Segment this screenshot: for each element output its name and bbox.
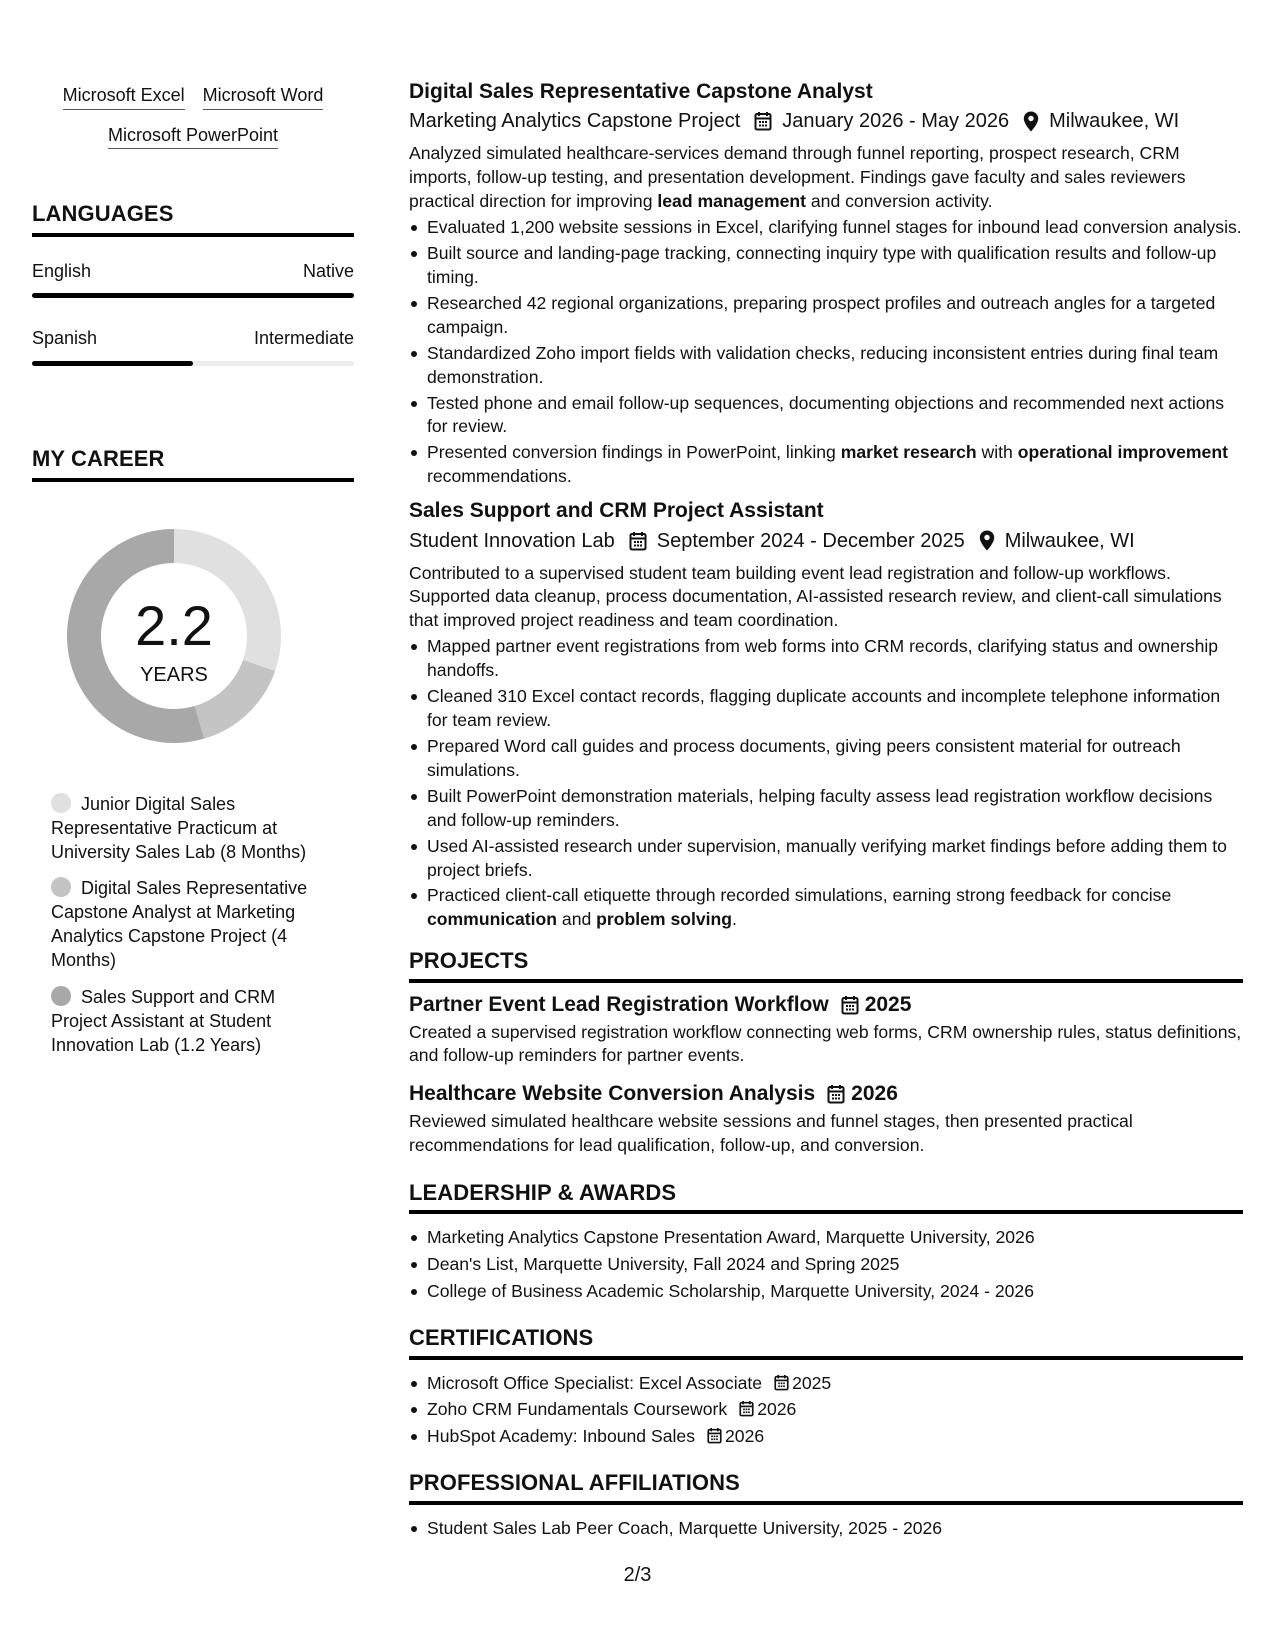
project-description: Created a supervised registration workflow connecting web forms, CRM ownership rules, status definitions, and follow-up reminders for partner events. [409,1021,1242,1066]
job-meta [409,108,1243,134]
right-column [409,78,1243,1541]
project-description: Reviewed simulated healthcare website sessions and funnel stages, then presented practical recommendations for lead qualification, follow-up, and conversion. [409,1110,1133,1155]
calendar-icon [629,531,647,551]
experience-entry [409,497,1243,932]
job-bullet: Practiced client-call etiquette through recorded simulations, earning strong feedback for concise communication and problem solving. [409,884,1243,932]
legend-dot [51,793,71,813]
projects-heading: PROJECTS [409,946,1243,983]
award-item: Marketing Analytics Capstone Presentation Award, Marquette University, 2026 [409,1224,1243,1251]
job-bullet: Built PowerPoint demonstration materials, helping faculty assess lead registration workflow decisions and follow-up reminders. [409,785,1243,833]
awards-list [409,1224,1243,1304]
certification-year: 2026 [757,1399,797,1420]
skills-list [32,84,354,149]
skill-tag: Microsoft Word [203,84,324,110]
language-proficiency-bar [32,293,354,298]
job-bullet: Cleaned 310 Excel contact records, flagging duplicate accounts and incomplete telephone information for team review. [409,685,1243,733]
job-bullets [409,216,1243,489]
language-proficiency-bar [32,361,354,366]
skill-tag: Microsoft PowerPoint [108,124,278,150]
skill-tag: Microsoft Excel [63,84,185,110]
certification-item [409,1423,1243,1450]
career-legend-item [51,876,329,972]
job-description: Contributed to a supervised student team building event lead registration and follow-up workflows. Supported data cleanup, process documentation, AI-assisted research review, and client-call simulations that improved project readiness and team coordination. [409,562,1222,631]
job-bullet: Standardized Zoho import fields with validation checks, reducing inconsistent entries during final team demonstration. [409,342,1243,390]
job-bullet: Evaluated 1,200 website sessions in Excel, clarifying funnel stages for inbound lead conversion analysis. [409,216,1243,240]
career-donut-chart [64,526,296,758]
legend-dot [51,986,71,1006]
affiliation-item: Student Sales Lab Peer Coach, Marquette University, 2025 - 2026 [409,1515,1243,1542]
project-title-row [409,991,1243,1018]
certification-year: 2026 [725,1426,765,1446]
award-item: Dean's List, Marquette University, Fall 2024 and Spring 2025 [409,1251,1243,1278]
affiliations-list [409,1515,1243,1542]
job-bullet: Presented conversion findings in PowerPoint, linking market research with operational improvement recommendations. [409,441,1243,489]
calendar-icon [754,111,772,131]
career-legend [51,792,329,1057]
career-legend-text: Sales Support and CRM Project Assistant at Student Innovation Lab (1.2 Years) [51,986,276,1055]
certification-name: Microsoft Office Specialist: Excel Associate [427,1372,763,1393]
legend-dot [51,877,71,897]
job-organization: Marketing Analytics Capstone Project [409,110,741,133]
job-bullet: Built source and landing-page tracking, connecting inquiry type with qualification results and follow-up timing. [409,242,1243,290]
job-dates: September 2024 - December 2025 [656,529,965,552]
language-row [32,259,354,283]
job-bullet: Prepared Word call guides and process documents, giving peers consistent material for outreach simulations. [409,735,1243,783]
location-pin-icon [979,530,995,551]
career-total-unit: YEARS [140,663,208,686]
certification-year: 2025 [792,1372,832,1393]
project-entry [409,1080,1243,1157]
job-bullet: Researched 42 regional organizations, preparing prospect profiles and outreach angles for a targeted campaign. [409,292,1243,340]
project-title: Healthcare Website Conversion Analysis [409,1082,816,1106]
language-level: Native [302,260,354,281]
job-description: Analyzed simulated healthcare-services demand through funnel reporting, prospect research, CRM imports, follow-up testing, and presentation development. Findings gave faculty and sales reviewers practical direction for improving lead management and conversion activity. [409,143,1186,212]
certification-name: Zoho CRM Fundamentals Coursework [427,1399,728,1420]
career-legend-item [51,792,329,864]
languages-heading: LANGUAGES [32,199,354,237]
job-dates: January 2026 - May 2026 [782,110,1010,133]
language-proficiency-fill [32,293,354,298]
language-name: English [32,260,92,281]
job-bullet: Used AI-assisted research under supervision, manually verifying market findings before adding them to project briefs. [409,835,1243,883]
left-column [32,84,354,1069]
certification-item [409,1396,1243,1423]
job-bullet: Tested phone and email follow-up sequences, documenting objections and recommended next actions for review. [409,392,1243,440]
project-title-row [409,1080,1243,1107]
certifications-list [409,1370,1243,1450]
career-legend-text: Digital Sales Representative Capstone Analyst at Marketing Analytics Capstone Project (4 Months) [51,878,308,971]
awards-heading: LEADERSHIP & AWARDS [409,1178,1243,1215]
language-row [32,326,354,350]
career-total-value: 2.2 [135,593,213,657]
page-number: 2/3 [623,1564,652,1586]
language-level: Intermediate [253,328,354,349]
calendar-icon [707,1427,722,1444]
job-bullet: Mapped partner event registrations from web forms into CRM records, clarifying status and ownership handoffs. [409,635,1243,683]
project-title: Partner Event Lead Registration Workflow [409,993,829,1017]
award-item: College of Business Academic Scholarship, Marquette University, 2024 - 2026 [409,1278,1243,1305]
job-location: Milwaukee, WI [1049,110,1180,133]
job-location: Milwaukee, WI [1004,529,1135,552]
project-entry [409,991,1243,1068]
job-meta [409,528,1243,554]
calendar-icon [739,1400,754,1417]
project-year: 2026 [851,1082,898,1106]
certification-name: HubSpot Academy: Inbound Sales [427,1426,695,1446]
calendar-icon [774,1374,789,1391]
calendar-icon [827,1084,845,1104]
career-heading: MY CAREER [32,444,354,482]
job-title: Digital Sales Representative Capstone Analyst [409,80,873,103]
career-legend-item [51,985,329,1057]
project-year: 2025 [864,993,912,1017]
job-bullets [409,635,1243,932]
job-organization: Student Innovation Lab [409,529,615,552]
experience-entry [409,78,1243,489]
job-title: Sales Support and CRM Project Assistant [409,499,824,523]
language-name: Spanish [32,328,98,349]
career-legend-text: Junior Digital Sales Representative Practicum at University Sales Lab (8 Months) [51,793,307,862]
certification-item [409,1370,1243,1397]
location-pin-icon [1023,111,1039,132]
language-proficiency-fill [32,361,193,366]
certifications-heading: CERTIFICATIONS [409,1323,1243,1360]
calendar-icon [841,995,859,1015]
affiliations-heading: PROFESSIONAL AFFILIATIONS [409,1468,1243,1505]
